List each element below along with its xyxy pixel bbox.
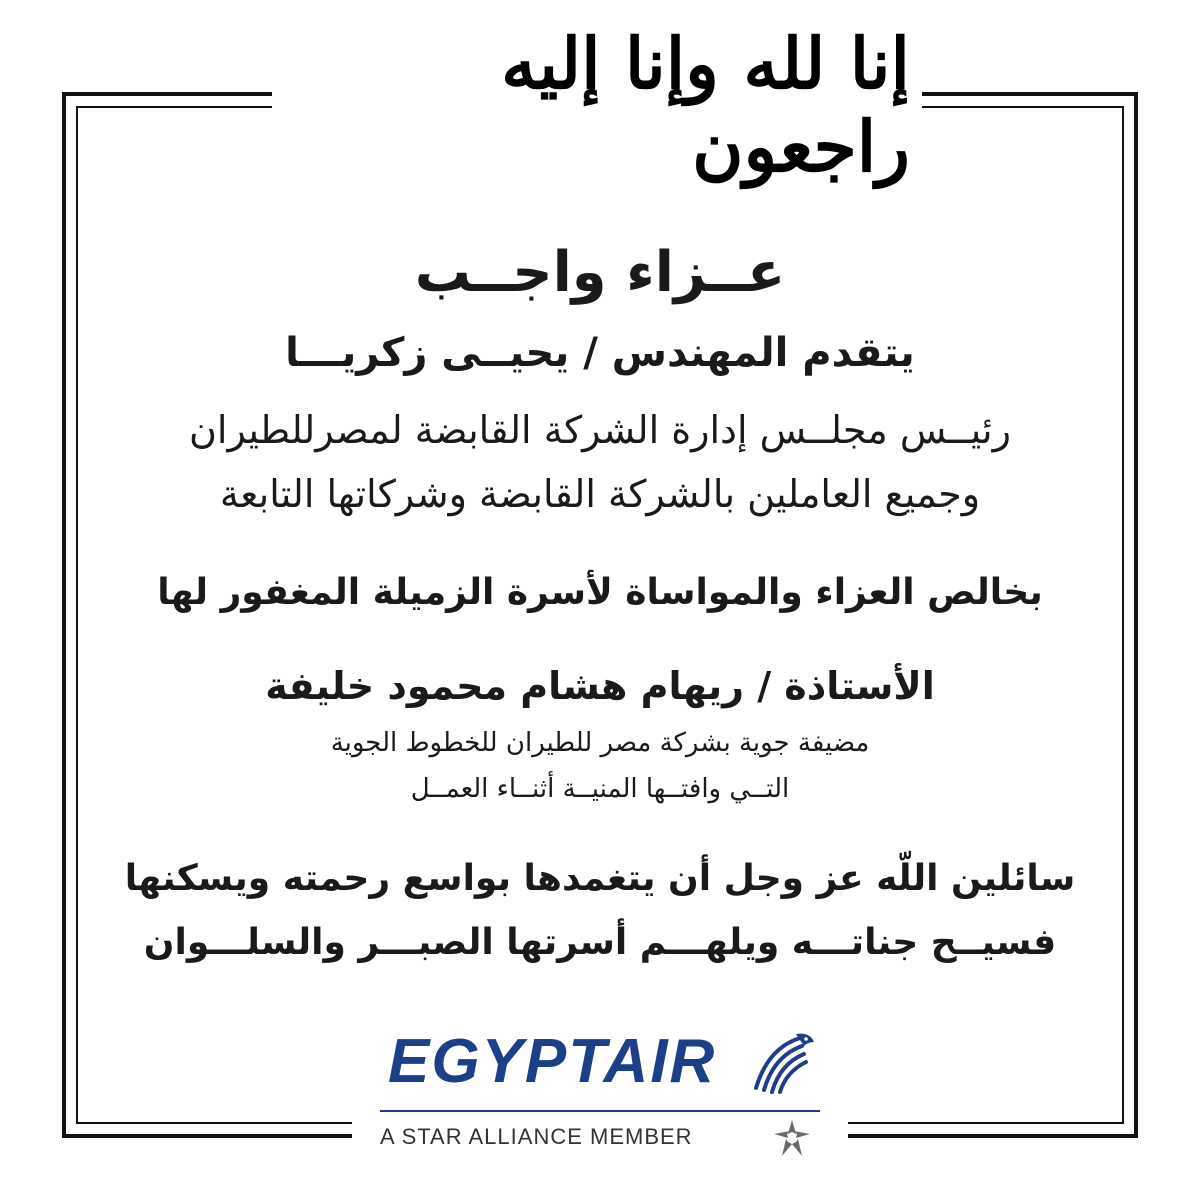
deceased-name: الأستاذة / ريهام هشام محمود خليفة (265, 664, 935, 708)
notice-title: عــزاء واجــب (414, 240, 786, 305)
deceased-role-1: مضيفة جوية بشركة مصر للطيران للخطوط الجوية (330, 728, 870, 758)
condolence-line: بخالص العزاء والمواساة لأسرة الزميلة المغفور لها (157, 572, 1043, 613)
horus-falcon-icon (748, 1028, 818, 1098)
prayer-line-2: فسيــح جناتـــه ويلهـــم أسرتها الصبـــر والسلـــوان (143, 922, 1057, 963)
egyptair-logo (370, 1022, 830, 1162)
deceased-role-2: التــي وافتــها المنيــة أثنــاء العمــل (410, 774, 790, 804)
logo-divider (380, 1110, 820, 1112)
role-line-1: رئيــس مجلــس إدارة الشركة القابضة لمصرللطيران (189, 408, 1011, 452)
star-alliance-icon (772, 1118, 812, 1158)
brand-wordmark: EGYPTAIR (388, 1027, 717, 1096)
presenter-line: يتقدم المهندس / يحيــى زكريـــا (285, 330, 915, 376)
role-line-2: وجميع العاملين بالشركة القابضة وشركاتها التابعة (219, 472, 981, 516)
calligraphy-heading: إنا لله وإنا إليه راجعون (501, 22, 910, 188)
alliance-tagline: A STAR ALLIANCE MEMBER (380, 1124, 693, 1149)
prayer-line-1: سائلين اللّه عز وجل أن يتغمدها بواسع رحمته ويسكنها (124, 858, 1076, 899)
